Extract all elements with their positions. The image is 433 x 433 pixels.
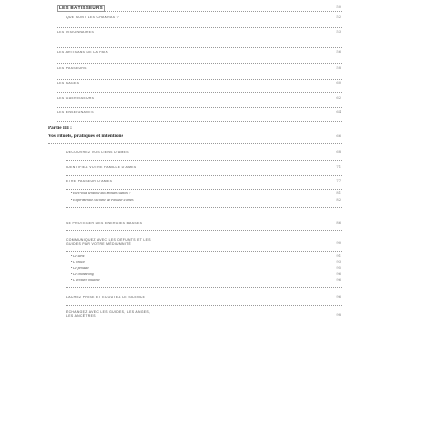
toc-entry-label: LÂCHEZ PRISE ET ÉCOUTEZ LE SILENCE bbox=[66, 296, 146, 299]
toc-entry-page: 81 bbox=[336, 191, 341, 195]
dotted-leader bbox=[57, 92, 342, 93]
toc-entry-label: QUE SONT LES CHAKRAS ? bbox=[66, 16, 119, 19]
toc-entry-page: 62 bbox=[336, 96, 341, 100]
dotted-leader bbox=[57, 63, 342, 64]
toc-entry-label: LES GUÉRISSEURS bbox=[57, 97, 95, 100]
toc-entry-label: LES BÂTISSEURS bbox=[59, 5, 104, 10]
dotted-leader bbox=[66, 230, 342, 231]
toc-entry-page: 96 bbox=[336, 272, 341, 276]
toc-entry-label: ÉCHANGEZ AVEC LES GUIDES, LES ANGES, LES ANCÊTRES bbox=[66, 310, 151, 319]
toc-entry-page: 66 bbox=[336, 134, 341, 138]
dotted-leader bbox=[66, 207, 342, 208]
dotted-leader bbox=[66, 305, 342, 306]
dotted-leader bbox=[66, 251, 342, 252]
toc-subentry-label: • Le pendule bbox=[71, 267, 90, 270]
toc-subentry-label: • Le channeling bbox=[71, 273, 94, 276]
toc-subentry-label: • L'oracle bbox=[71, 261, 86, 264]
dotted-leader bbox=[57, 121, 342, 122]
toc-entry-label: DÉCOUVREZ VOS LIENS D'ÂMES bbox=[66, 151, 129, 154]
dotted-leader bbox=[57, 27, 342, 28]
toc-entry-page: 56 bbox=[336, 50, 341, 54]
toc-entry-label: LES ENSEIGNANTS bbox=[57, 111, 94, 114]
toc-entry-label: LES ARTISANS DE LA PAIX bbox=[57, 51, 109, 54]
toc-entry-label: LES VISIONNAIRES bbox=[57, 31, 95, 34]
toc-subentry-label: • Le tarot bbox=[71, 255, 85, 258]
toc-subentry-label: • Êtes-vous sensible aux mondes subtils ? bbox=[71, 192, 131, 195]
toc-entry-page: 60 bbox=[336, 81, 341, 85]
dotted-leader bbox=[48, 143, 342, 144]
toc-entry-page: 52 bbox=[336, 15, 341, 19]
toc-entry-page: 77 bbox=[336, 179, 341, 183]
part-title: Vos rituels, pratiques et intentions bbox=[48, 134, 124, 139]
toc-entry-page: 95 bbox=[336, 266, 341, 270]
dotted-leader bbox=[57, 11, 342, 12]
dotted-leader bbox=[66, 175, 342, 176]
dotted-leader bbox=[66, 160, 342, 161]
toc-entry-page: 71 bbox=[336, 165, 341, 169]
dotted-leader bbox=[57, 107, 342, 108]
part-label: Partie III : bbox=[48, 126, 72, 131]
dotted-leader bbox=[57, 47, 342, 48]
toc-entry-page: 90 bbox=[336, 241, 341, 245]
toc-entry-page: 86 bbox=[336, 221, 341, 225]
dotted-leader bbox=[66, 189, 342, 190]
toc-entry-label: IDENTIFIEZ VOTRE FAMILLE D'ÂMES bbox=[66, 166, 137, 169]
toc-entry-page: 50 bbox=[336, 5, 341, 9]
toc-entry-label: COMMUNIQUEZ AVEC LES DÉFUNTS ET LES GUIDES PAR VOTRE MÉDIUMNITÉ bbox=[66, 238, 151, 247]
toc-entry-page: 91 bbox=[336, 254, 341, 258]
dotted-leader bbox=[66, 287, 342, 288]
toc-entry-page: 96 bbox=[336, 278, 341, 282]
toc-entry-page: 98 bbox=[336, 313, 341, 317]
toc-entry-page: 53 bbox=[336, 30, 341, 34]
toc-entry-label: LES SAGES bbox=[57, 82, 80, 85]
toc-entry-page: 82 bbox=[336, 198, 341, 202]
toc-entry-label: LES PASSEURS bbox=[57, 67, 87, 70]
toc-entry-page: 64 bbox=[336, 110, 341, 114]
toc-entry-page: 96 bbox=[336, 295, 341, 299]
toc-entry-label: SE PROTÉGER DES ÉNERGIES BASSES bbox=[66, 222, 143, 225]
dotted-leader bbox=[57, 79, 342, 80]
toc-entry-page: 58 bbox=[336, 66, 341, 70]
toc-entry-page: 93 bbox=[336, 260, 341, 264]
toc-entry-page: 68 bbox=[336, 150, 341, 154]
toc-subentry-label: • L'écriture intuitive bbox=[71, 279, 100, 282]
toc-subentry-label: • Expérimentez l'activité de Passeur d'âmes bbox=[71, 199, 134, 202]
toc-entry-label: ÊTRE PASSEUR D'ÂMES bbox=[66, 180, 113, 183]
